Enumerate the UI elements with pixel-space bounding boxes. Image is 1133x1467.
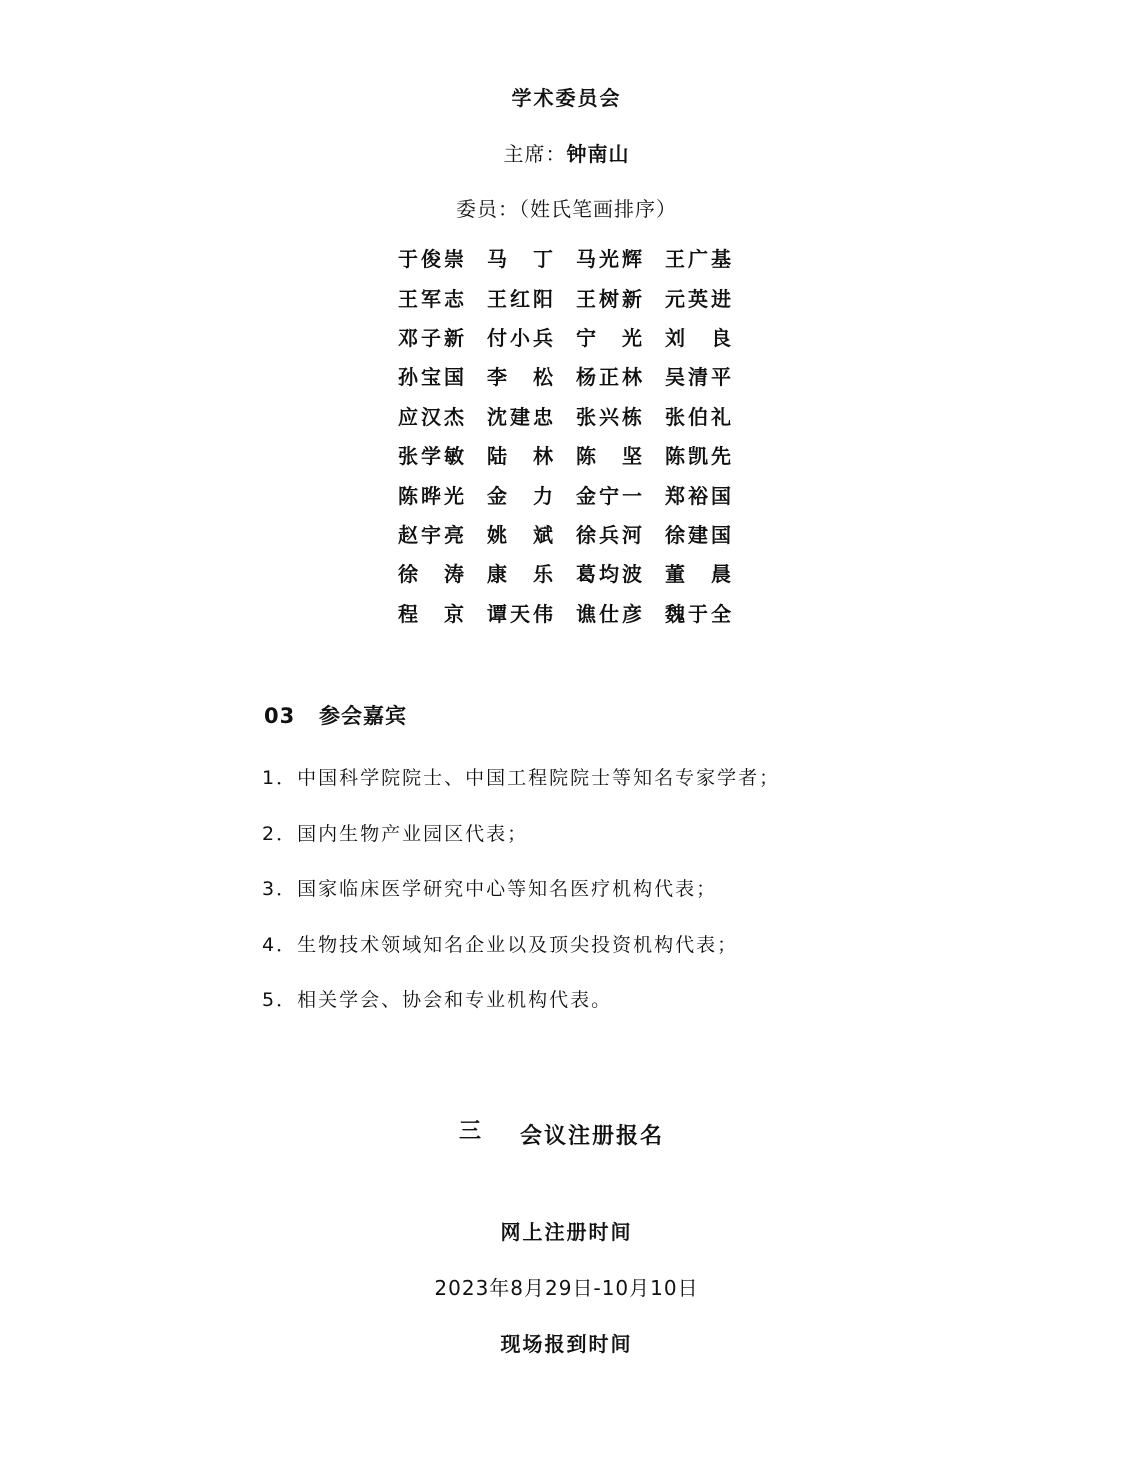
committee-member: 徐 建 国 [665,522,731,547]
part-title: 会议注册报名 [520,1124,665,1149]
chair-line [0,138,1133,167]
chair-label: 主席： [503,142,567,166]
committee-member: 魏 于 全 [665,601,731,626]
committee-member: 康 乐 [487,562,553,587]
committee-member: 赵 宇 亮 [398,522,464,547]
guests-section-heading [264,700,407,730]
committee-member: 谭 天 伟 [487,601,553,626]
committee-member: 陈 坚 [576,444,642,469]
list-item: 2．国内生物产业园区代表； [262,822,529,845]
committee-member: 张 兴 栋 [576,404,642,429]
committee-member: 李 松 [487,365,553,390]
committee-member: 宁 光 [576,325,642,350]
committee-member: 张 学 敏 [398,444,464,469]
committee-member: 陈 凯 先 [665,444,731,469]
committee-member: 金 力 [487,483,553,508]
committee-member: 徐 兵 河 [576,522,642,547]
committee-member: 葛 均 波 [576,562,642,587]
list-item: 5．相关学会、协会和专业机构代表。 [262,989,613,1011]
committee-member: 董 晨 [665,562,731,587]
members-grid [398,238,738,632]
part-number: 三 [459,1119,484,1144]
committee-member: 邓 子 新 [398,325,464,350]
list-item: 1．中国科学院院士、中国工程院院士等知名专家学者； [262,767,781,789]
committee-member: 王 军 志 [398,286,464,311]
committee-member: 陈 晔 光 [398,483,464,508]
list-item: 3．国家临床医学研究中心等知名医疗机构代表； [262,878,718,900]
committee-member: 付 小 兵 [487,325,553,350]
committee-member: 杨 正 林 [576,365,642,390]
committee-member: 陆 林 [487,444,553,469]
committee-member: 马 丁 [487,247,553,272]
onsite-registration-label: 现场报到时间 [500,1332,633,1356]
section-number: 03 [264,704,296,728]
committee-member: 程 京 [398,601,464,626]
committee-title: 学术委员会 [511,86,622,110]
committee-member: 马 光 辉 [576,247,642,272]
committee-member: 郑 裕 国 [665,483,731,508]
guest-list [262,762,882,1040]
committee-member: 张 伯 礼 [665,404,731,429]
committee-member: 应 汉 杰 [398,404,464,429]
committee-member: 吴 清 平 [665,365,731,390]
committee-member: 王 树 新 [576,286,642,311]
committee-member: 金 宁 一 [576,483,642,508]
committee-member: 于 俊 崇 [398,247,464,272]
committee-member: 孙 宝 国 [398,365,464,390]
committee-member: 姚 斌 [487,522,553,547]
members-label: 委员：（姓氏笔画排序） [456,197,677,221]
list-item: 4．生物技术领域知名企业以及顶尖投资机构代表； [262,933,739,956]
committee-member: 沈 建 忠 [487,404,553,429]
chair-name: 钟南山 [566,142,630,166]
committee-member: 徐 涛 [398,562,464,587]
online-registration-dates: 2023年8月29日-10月10日 [434,1276,699,1300]
online-registration-label: 网上注册时间 [500,1220,633,1244]
committee-member: 元 英 进 [665,286,731,311]
committee-member: 王 广 基 [665,247,731,272]
committee-member: 谯 仕 彦 [576,601,642,626]
committee-member: 王 红 阳 [487,286,553,311]
section-title: 参会嘉宾 [319,704,407,728]
committee-member: 刘 良 [665,325,731,350]
